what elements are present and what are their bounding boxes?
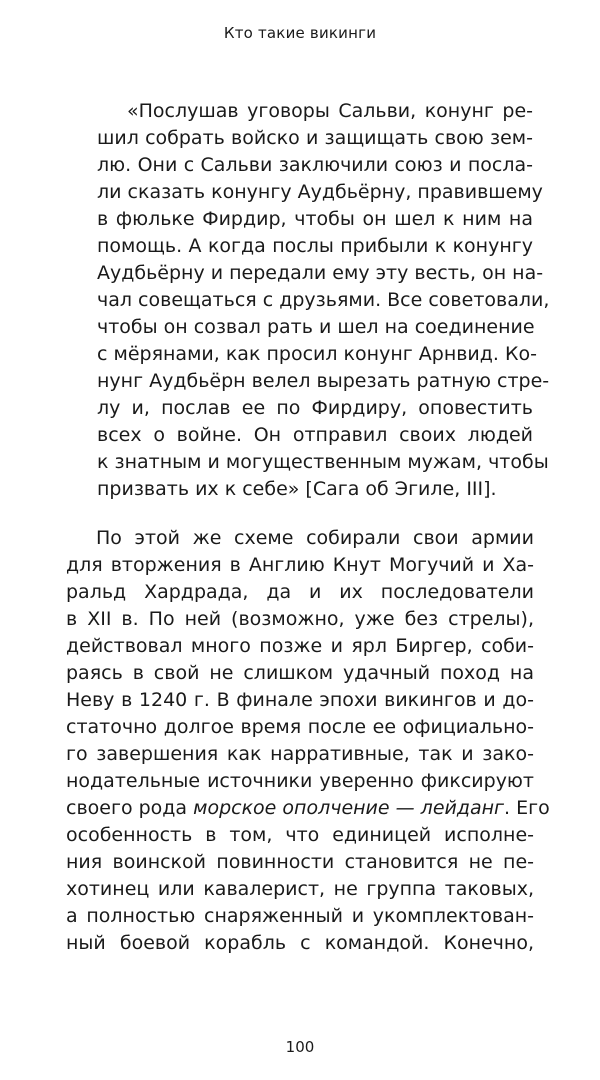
quote-line: чал совещаться с друзьями. Все советовали,: [97, 289, 550, 311]
quote-line: лу и, послав ее по Фирдиру, оповестить: [97, 397, 533, 419]
quote-line: к знатным и могущественным мужам, чтобы: [97, 451, 549, 473]
quote-line: лю. Они с Сальви заключили союз и посла-: [97, 154, 533, 176]
body-text: своего рода: [66, 797, 194, 819]
body-line: ный боевой корабль с командой. Конечно,: [66, 932, 534, 954]
quote-line: шил собрать войско и защищать свою зем-: [97, 127, 533, 149]
quote-line: Аудбьёрну и передали ему эту весть, он на-: [97, 262, 544, 284]
term-leidang: морское ополчение — лейданг: [193, 797, 505, 819]
body-line: нодательные источники уверенно фиксируют: [66, 770, 534, 792]
body-line: для вторжения в Англию Кнут Могучий и Ха-: [66, 554, 534, 576]
quote-line: всех о войне. Он отправил своих людей: [97, 424, 533, 446]
body-line: хотинец или кавалерист, не группа таковых,: [66, 878, 534, 900]
body-line: ральд Хардрада, да и их последователи: [66, 581, 534, 603]
body-line: раясь в свой не слишком удачный поход на: [66, 662, 534, 684]
quote-line: нунг Аудбьёрн велел вырезать ратную стре-: [97, 370, 550, 392]
body-line-with-term: [66, 795, 550, 822]
quote-line: помощь. А когда послы прибыли к конунгу: [97, 235, 533, 257]
quote-line: с мёрянами, как просил конунг Арнвид. Ко-: [97, 343, 537, 365]
body-line: в XII в. По ней (возможно, уже без стрелы),: [66, 608, 534, 630]
body-line: ния воинской повинности становится не пе-: [66, 851, 534, 873]
quote-line: ли сказать конунгу Аудбьёрну, правившему: [97, 181, 543, 203]
quote-line: в фюльке Фирдир, чтобы он шел к ним на: [97, 208, 533, 230]
body-line: действовал много позже и ярл Биргер, соби-: [66, 635, 534, 657]
body-line: По этой же схеме собирали свои армии: [96, 527, 534, 549]
running-head: Кто такие викинги: [223, 24, 377, 42]
body-line: особенность в том, что единицей исполне-: [66, 824, 534, 846]
body-line: статочно долгое время после ее официально-: [66, 716, 534, 738]
body-text: . Его: [504, 797, 550, 819]
body-line: Неву в 1240 г. В финале эпохи викингов и до-: [66, 689, 534, 711]
body-line: а полностью снаряженный и укомплектован-: [66, 905, 534, 927]
page-number: 100: [285, 1038, 315, 1056]
quote-line: «Послушав уговоры Сальви, конунг ре-: [127, 100, 533, 122]
quote-line: призвать их к себе» [Сага об Эгиле, III].: [97, 478, 497, 500]
body-line: го завершения как нарративные, так и зако-: [66, 743, 534, 765]
body-paragraph: [66, 525, 550, 957]
saga-quote: [97, 98, 550, 503]
quote-line: чтобы он созвал рать и шел на соединение: [97, 316, 535, 338]
